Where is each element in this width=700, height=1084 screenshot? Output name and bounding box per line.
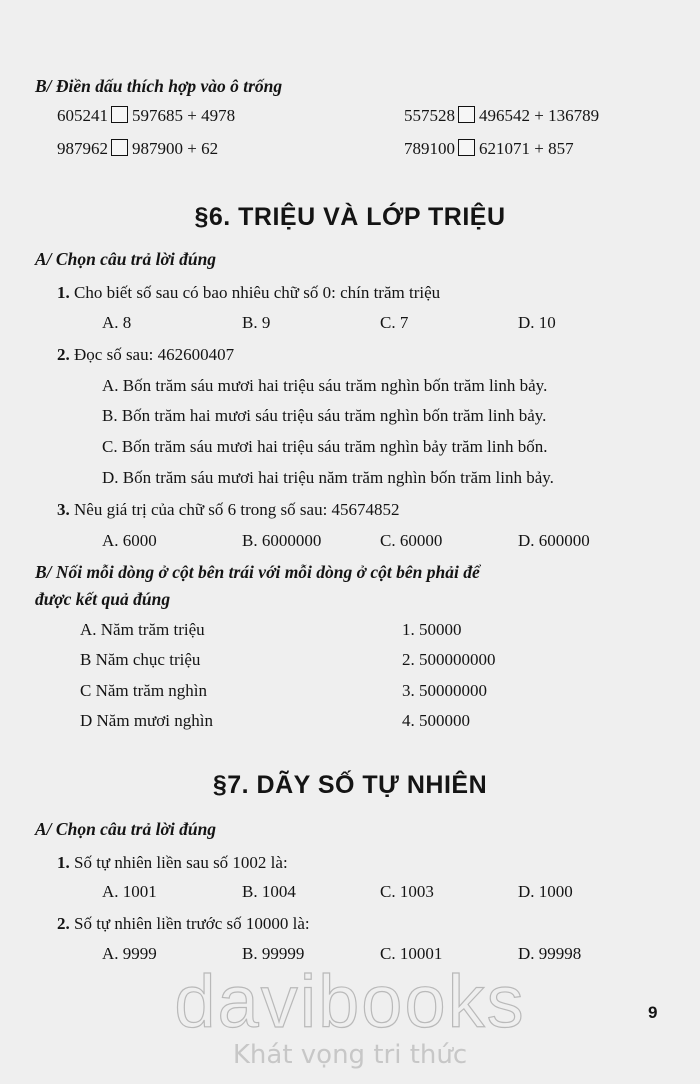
left-number: 557528: [404, 106, 455, 125]
option-b[interactable]: B. Bốn trăm hai mươi sáu triệu sáu trăm nghìn bốn trăm linh bảy.: [102, 406, 547, 425]
watermark-logo: davibooks: [174, 960, 526, 1043]
comparison-row: [404, 139, 574, 159]
section-6-title: §6. TRIỆU VÀ LỚP TRIỆU: [194, 203, 506, 231]
answer-box[interactable]: [458, 106, 475, 123]
match-right-1[interactable]: 1. 50000: [402, 620, 462, 639]
option-d[interactable]: D. Bốn trăm sáu mươi hai triệu năm trăm nghìn bốn trăm linh bảy.: [102, 468, 554, 487]
section-a-header: A/ Chọn câu trả lời đúng: [35, 819, 217, 839]
match-left-d[interactable]: D Năm mươi nghìn: [80, 711, 213, 730]
option-c[interactable]: C. Bốn trăm sáu mươi hai triệu sáu trăm nghìn bảy trăm linh bốn.: [102, 437, 548, 456]
right-expression: 496542 + 136789: [479, 106, 600, 125]
section-b-header-continued: được kết quả đúng: [35, 589, 171, 609]
right-expression: 987900 + 62: [132, 139, 219, 158]
option-d[interactable]: D. 600000: [518, 531, 590, 550]
left-number: 605241: [57, 106, 108, 125]
section-b-header: B/ Điền dấu thích hợp vào ô trống: [35, 76, 283, 96]
comparison-row: [404, 106, 599, 126]
right-expression: 597685 + 4978: [132, 106, 236, 125]
question-text: Đọc số sau: 462600407: [74, 345, 235, 364]
question-2: [57, 914, 310, 934]
question-text: Số tự nhiên liền sau số 1002 là:: [74, 853, 288, 872]
question-3: [57, 500, 400, 520]
page-number: 9: [648, 1003, 658, 1022]
option-a[interactable]: A. 9999: [102, 944, 157, 963]
question-2: [57, 345, 234, 365]
question-1: [57, 853, 288, 873]
left-number: 987962: [57, 139, 108, 158]
section-a-header: A/ Chọn câu trả lời đúng: [35, 249, 217, 269]
question-1: [57, 283, 440, 303]
option-c[interactable]: C. 10001: [380, 944, 443, 963]
option-d[interactable]: D. 1000: [518, 882, 573, 901]
option-a[interactable]: A. 1001: [102, 882, 157, 901]
match-right-3[interactable]: 3. 50000000: [402, 681, 487, 700]
comparison-row: [57, 139, 218, 159]
comparison-row: [57, 106, 235, 126]
question-text: Số tự nhiên liền trước số 10000 là:: [74, 914, 310, 933]
question-number: 2.: [57, 345, 70, 364]
match-left-b[interactable]: B Năm chục triệu: [80, 650, 201, 669]
question-number: 1.: [57, 283, 70, 302]
option-c[interactable]: C. 7: [380, 313, 409, 332]
answer-box[interactable]: [458, 139, 475, 156]
question-text: Nêu giá trị của chữ số 6 trong số sau: 45674852: [74, 500, 400, 519]
answer-box[interactable]: [111, 139, 128, 156]
answer-box[interactable]: [111, 106, 128, 123]
option-b[interactable]: B. 1004: [242, 882, 296, 901]
match-left-c[interactable]: C Năm trăm nghìn: [80, 681, 208, 700]
right-expression: 621071 + 857: [479, 139, 574, 158]
option-b[interactable]: B. 6000000: [242, 531, 322, 550]
question-number: 1.: [57, 853, 70, 872]
section-b-header: B/ Nối mỗi dòng ở cột bên trái với mỗi dòng ở cột bên phải để: [35, 562, 480, 582]
question-text: Cho biết số sau có bao nhiêu chữ số 0: chín trăm triệu: [74, 283, 441, 302]
option-c[interactable]: C. 60000: [380, 531, 443, 550]
question-number: 3.: [57, 500, 70, 519]
option-a[interactable]: A. Bốn trăm sáu mươi hai triệu sáu trăm nghìn bốn trăm linh bảy.: [102, 376, 548, 395]
match-left-a[interactable]: A. Năm trăm triệu: [80, 620, 205, 639]
option-d[interactable]: D. 99998: [518, 944, 582, 963]
match-right-2[interactable]: 2. 500000000: [402, 650, 496, 669]
option-d[interactable]: D. 10: [518, 313, 556, 332]
watermark-slogan: Khát vọng tri thức: [232, 1040, 468, 1070]
option-b[interactable]: B. 99999: [242, 944, 305, 963]
option-c[interactable]: C. 1003: [380, 882, 434, 901]
option-a[interactable]: A. 8: [102, 313, 132, 332]
option-b[interactable]: B. 9: [242, 313, 271, 332]
section-7-title: §7. DÃY SỐ TỰ NHIÊN: [212, 771, 488, 799]
match-right-4[interactable]: 4. 500000: [402, 711, 470, 730]
option-a[interactable]: A. 6000: [102, 531, 157, 550]
left-number: 789100: [404, 139, 455, 158]
question-number: 2.: [57, 914, 70, 933]
